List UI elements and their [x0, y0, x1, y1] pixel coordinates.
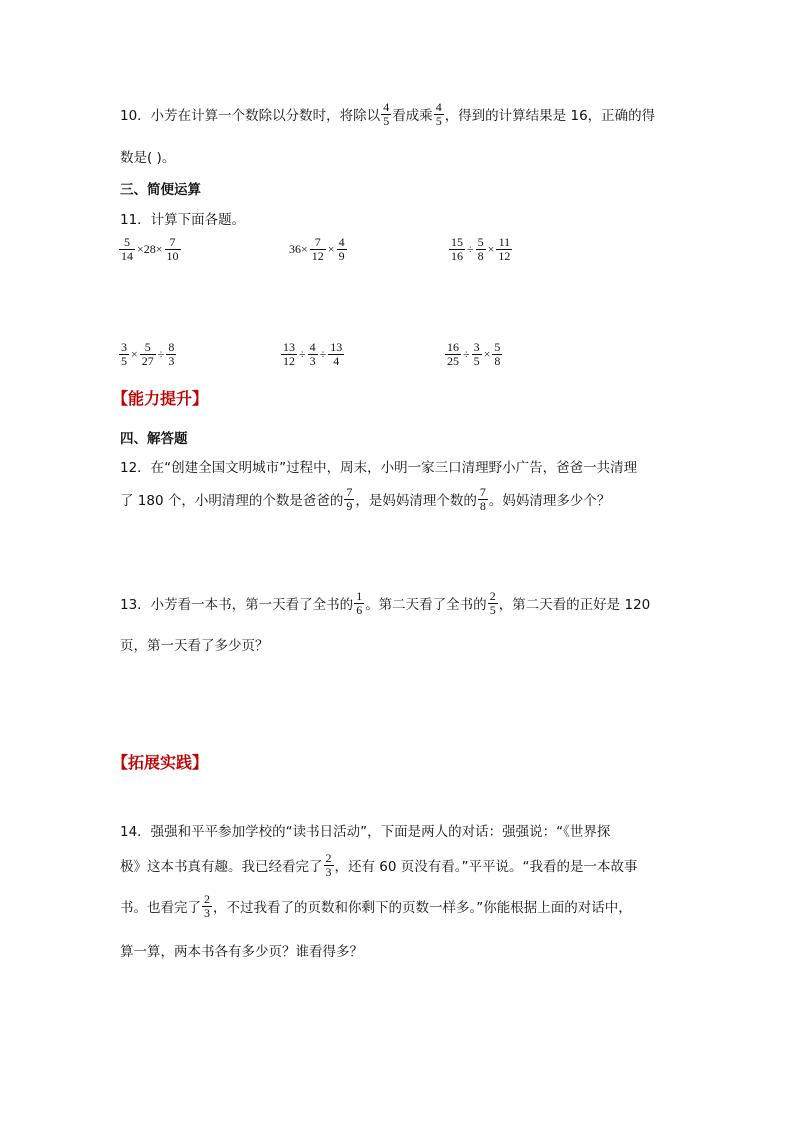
fraction: $\frac{5}{14}$	[121, 235, 133, 263]
fraction: $\frac{16}{25}$	[447, 340, 459, 368]
fraction: $\frac{13}{4}$	[330, 340, 343, 368]
operator: ÷	[299, 346, 306, 361]
q14-text-d: ，不过我看了的页数和你剩下的页数一样多。”你能根据上面的对话中，	[213, 900, 632, 917]
q14-fraction-1: $\frac{2}{3}$	[325, 851, 332, 879]
operator: ×	[131, 346, 138, 361]
q11-title: 11．计算下面各题。	[120, 212, 246, 228]
operator: ×28×	[137, 241, 163, 256]
q13-line2: 页，第一天看了多少页？	[120, 638, 269, 654]
fraction: $\frac{5}{8}$	[494, 340, 501, 368]
fraction: $\frac{5}{27}$	[141, 340, 154, 368]
q10-fraction-2: $\frac{4}{5}$	[435, 100, 442, 128]
q14-text-c: 书。也看完了	[120, 900, 201, 917]
fraction: $\frac{3}{5}$	[121, 340, 127, 368]
q11-expr-6	[444, 341, 503, 367]
q14-line4: 算一算，两本书各有多少页？谁看得多？	[120, 944, 363, 960]
operator: ÷	[467, 241, 474, 256]
heading-extend: 【拓展实践】	[112, 753, 209, 772]
fraction: $\frac{4}{9}$	[338, 235, 345, 263]
q11-expr-5	[280, 341, 345, 367]
fraction: $\frac{11}{12}$	[498, 235, 511, 263]
q14-line2	[120, 852, 638, 878]
q11-expr-2	[288, 236, 348, 262]
section4-title: 四、解答题	[120, 431, 188, 447]
q13-line1	[120, 590, 650, 616]
q11-expr-1	[118, 236, 182, 262]
q12-text-a: 了 180 个，小明清理的个数是爸爸的	[120, 493, 344, 510]
q12-text-b: ，是妈妈清理个数的	[355, 493, 477, 510]
q13-text-c: ，第二天看的正好是 120	[498, 597, 651, 614]
fraction: $\frac{5}{8}$	[477, 235, 484, 263]
heading-ability: 【能力提升】	[112, 389, 209, 408]
fraction: $\frac{15}{16}$	[451, 235, 463, 263]
q14-line1: 14．强强和平平参加学校的“读书日活动”，下面是两人的对话：强强说：“《世界探	[120, 824, 611, 840]
q12-line2	[120, 486, 610, 512]
q12-fraction-2: $\frac{7}{8}$	[479, 485, 486, 513]
operator: 36×	[289, 241, 308, 256]
fraction: $\frac{3}{5}$	[473, 340, 480, 368]
q10-fraction-1: $\frac{4}{5}$	[383, 100, 390, 128]
operator: ÷	[319, 346, 327, 361]
q13-fraction-1: $\frac{1}{6}$	[356, 589, 363, 617]
q10-text-a: 10．小芳在计算一个数除以分数时，将除以	[120, 108, 381, 125]
q12-fraction-1: $\frac{7}{9}$	[346, 485, 353, 513]
q10-line1	[120, 101, 655, 127]
q10-text-b: 看成乘	[392, 108, 433, 125]
section3-title: 三、简便运算	[120, 182, 201, 198]
q13-text-a: 13．小芳看一本书，第一天看了全书的	[120, 597, 354, 614]
fraction: $\frac{4}{3}$	[309, 340, 316, 368]
q13-text-b: 。第二天看了全书的	[365, 597, 487, 614]
q13-fraction-2: $\frac{2}{5}$	[489, 589, 496, 617]
q14-text-a: 极》这本书真有趣。我已经看完了	[120, 859, 323, 876]
fraction: $\frac{7}{12}$	[311, 235, 324, 263]
operator: ÷	[463, 346, 470, 361]
q14-fraction-2: $\frac{2}{3}$	[204, 892, 210, 920]
operator: ×	[327, 241, 335, 256]
q14-text-b: ，还有 60 页没有看。”平平说。“我看的是一本故事	[334, 859, 638, 876]
q12-line1: 12．在“创建全国文明城市”过程中，周末，小明一家三口清理野小广告，爸爸一共清理	[120, 460, 638, 476]
q11-expr-4	[118, 341, 177, 367]
operator: ×	[483, 346, 491, 361]
q11-expr-3	[448, 236, 513, 262]
q10-text-c: ，得到的计算结果是 16，正确的得	[444, 108, 656, 125]
q14-line3	[120, 893, 632, 919]
operator: ÷	[157, 346, 165, 361]
operator: ×	[487, 241, 495, 256]
fraction: $\frac{8}{3}$	[168, 340, 175, 368]
q12-text-c: 。妈妈清理多少个？	[488, 493, 611, 510]
q10-line2: 数是( )。	[120, 150, 176, 166]
fraction: $\frac{7}{10}$	[166, 235, 179, 263]
fraction: $\frac{13}{12}$	[283, 340, 295, 368]
